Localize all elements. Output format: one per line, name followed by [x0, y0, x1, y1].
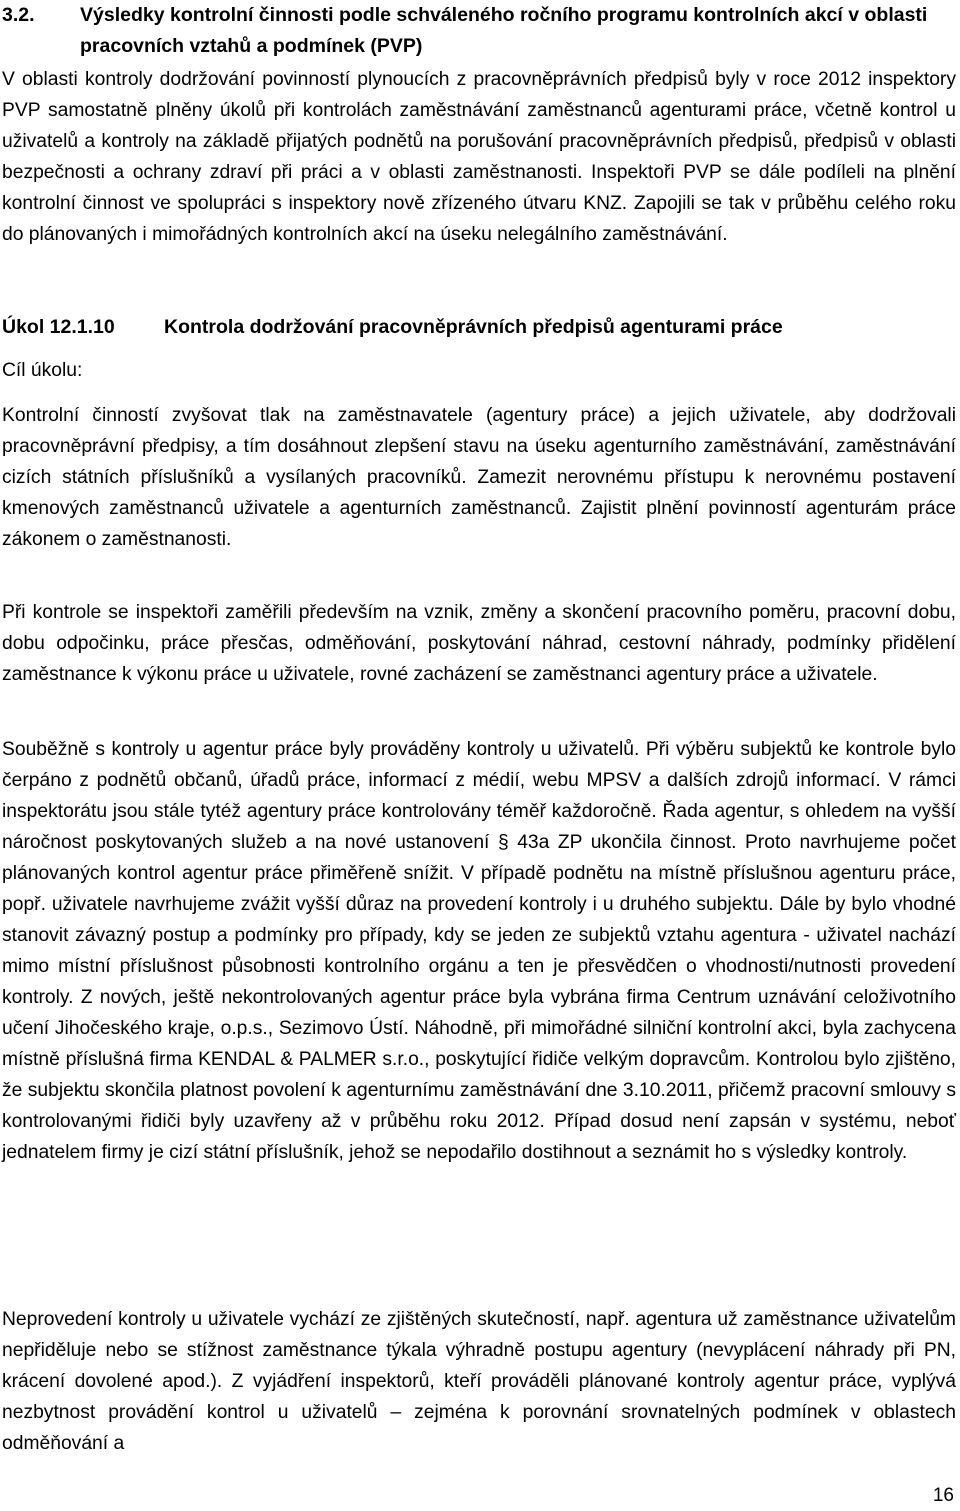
- task-heading: [0, 312, 960, 343]
- task-title: Kontrola dodržování pracovněprávních předpisů agenturami práce: [164, 316, 783, 338]
- section-number: 3.2.: [2, 4, 35, 26]
- task-id: Úkol 12.1.10: [2, 316, 115, 338]
- goal-label: Cíl úkolu:: [2, 360, 83, 381]
- parallel-checks-paragraph: Souběžně s kontroly u agentur práce byly prováděny kontroly u uživatelů. Při výběru subjektů ke kontrole bylo čerpáno z podnětů občanů, úřadů práce, informací z médií, webu MPSV a dalších zdrojů informací. V rámci inspektorátu jsou stále tytéž agentury práce kontrolovány téměř každoročně. Řada agentur, s ohledem na vyšší náročnost poskytovaných služeb a na nové ustanovení § 43a ZP ukončila činnost. Proto navrhujeme počet plánovaných kontrol agentur práce přiměřeně snížit. V případě podnětu na místně příslušnou agenturu práce, popř. uživatele navrhujeme zvážit vyšší důraz na provedení kontroly i u druhého subjektu. Dále by bylo vhodné stanovit závazný postup a podmínky pro případy, kdy se jeden ze subjektů vztahu agentura - uživatel nachází mimo místní příslušnost působnosti kontrolního orgánu a ten je přesvědčen o vhodnosti/nutnosti provedení kontroly. Z nových, ještě nekontrolovaných agentur práce byla vybrána firma Centrum uznávání celoživotního učení Jihočeského kraje, o.p.s., Sezimovo Ústí. Náhodně, při mimořádné silniční kontrolní akci, byla zachycena místně příslušná firma KENDAL & PALMER s.r.o., poskytující řidiče velkým dopravcům. Kontrolou bylo zjištěno, že subjektu skončila platnost povolení k agenturnímu zaměstnávání dne 3.10.2011, přičemž pracovní smlouvy s kontrolovanými řidiči byly uzavřeny až v průběhu roku 2012. Případ dosud není zapsán v systému, neboť jednatelem firmy je cizí státní příslušník, jehož se nepodařilo dostihnout a seznámit ho s výsledky kontroly.: [2, 739, 956, 1163]
- page-number: 16: [932, 1485, 954, 1506]
- intro-paragraph: V oblasti kontroly dodržování povinností plynoucích z pracovněprávních předpisů byly v roce 2012 inspektory PVP samostatně plněny úkolů při kontrolách zaměstnávání zaměstnanců agenturami práce, včetně kontrol u uživatelů a kontroly na základě přijatých podnětů na porušování pracovněprávních předpisů, předpisů v oblasti bezpečnosti a ochrany zdraví při práci a v oblasti zaměstnanosti. Inspektoři PVP se dále podíleli na plnění kontrolní činnost ve spolupráci s inspektory nově zřízeného útvaru KNZ. Zapojili se tak v průběhu celého roku do plánovaných i mimořádných kontrolních akcí na úseku nelegálního zaměstnávání.: [2, 69, 956, 245]
- section-title: Výsledky kontrolní činnosti podle schváleného ročního programu kontrolních akcí v oblasti pracovních vztahů a podmínek (PVP): [80, 4, 928, 57]
- inspection-focus-paragraph: Při kontrole se inspektoři zaměřili především na vznik, změny a skončení pracovního poměru, pracovní dobu, dobu odpočinku, práce přesčas, odměňování, poskytování náhrad, cestovní náhrady, podmínky přidělení zaměstnance k výkonu práce u uživatele, rovné zacházení se zaměstnanci agentury práce a uživatele.: [2, 602, 956, 685]
- goal-paragraph: Kontrolní činností zvyšovat tlak na zaměstnavatele (agentury práce) a jejich uživatele, aby dodržovali pracovněprávní předpisy, a tím dosáhnout zlepšení stavu na úseku agenturního zaměstnávání, zaměstnávání cizích státních příslušníků a vysílaných pracovníků. Zamezit nerovnému přístupu k nerovnému postavení kmenových zaměstnanců uživatele a agenturních zaměstnanců. Zajistit plnění povinností agenturám práce zákonem o zaměstnanosti.: [2, 405, 956, 550]
- non-performed-paragraph: Neprovedení kontroly u uživatele vychází ze zjištěných skutečností, např. agentura už zaměstnance uživatelům nepřiděluje nebo se stížnost zaměstnance týkala výhradně postupu agentury (nevyplácení náhrady při PN, krácení dovolené apod.). Z vyjádření inspektorů, kteří prováděli plánované kontroly agentur práce, vyplývá nezbytnost provádění kontrol u uživatelů – zejména k porovnání srovnatelných podmínek v oblastech odměňování a: [2, 1309, 956, 1454]
